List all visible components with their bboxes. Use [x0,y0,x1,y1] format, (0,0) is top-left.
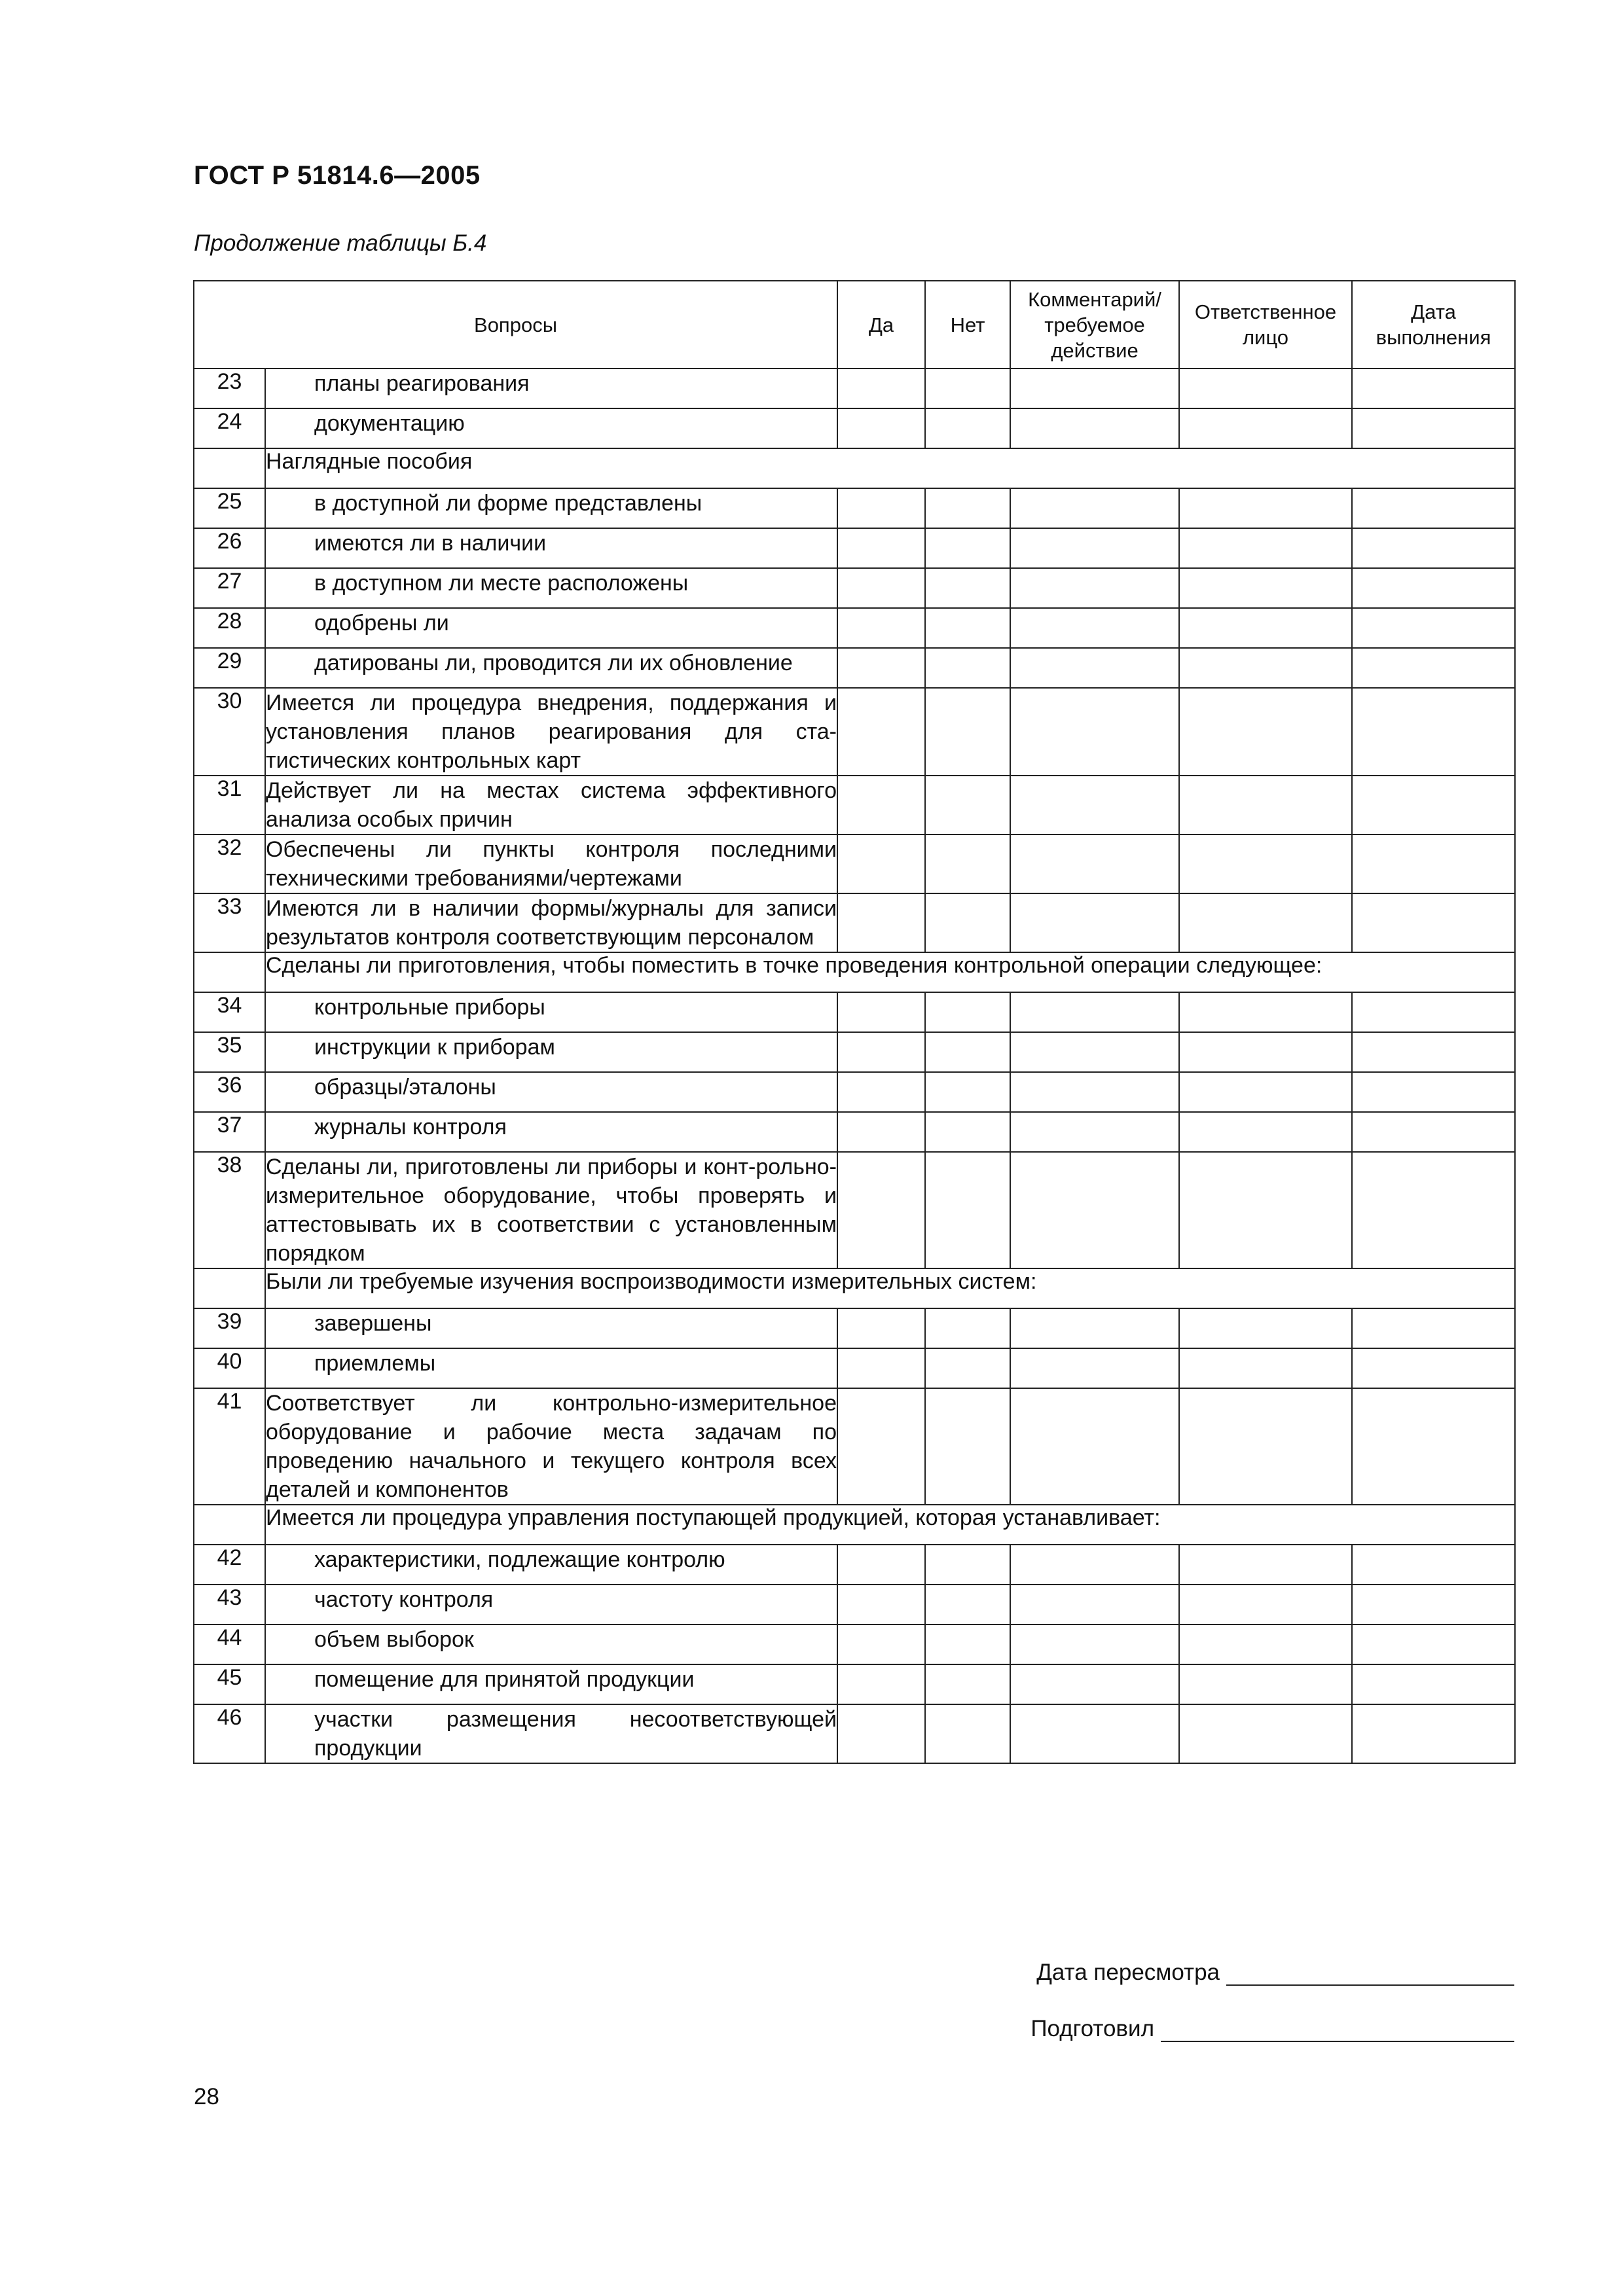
comment-cell[interactable] [1010,688,1179,776]
table-row [194,488,1515,528]
table-row [194,608,1515,648]
date-cell[interactable] [1352,1388,1515,1505]
date-cell[interactable] [1352,568,1515,608]
row-number: 35 [194,1032,265,1072]
row-number: 43 [194,1585,265,1624]
question-text: Обеспечены ли пункты контроля последними техническими требованиями/чертежами [265,834,837,893]
question-text: имеются ли в наличии [265,528,837,568]
comment-cell[interactable] [1010,368,1179,408]
yes-cell[interactable] [837,1388,925,1505]
table-row [194,776,1515,834]
date-cell[interactable] [1352,992,1515,1032]
comment-cell[interactable] [1010,1664,1179,1704]
comment-cell[interactable] [1010,776,1179,834]
row-number: 23 [194,368,265,408]
yes-cell[interactable] [837,408,925,448]
table-row [194,688,1515,776]
table-row [194,1032,1515,1072]
table-row [194,648,1515,688]
table-row [194,893,1515,952]
section-number-cell [194,1268,265,1308]
date-cell[interactable] [1352,1545,1515,1585]
review-date-signature [1036,1960,1514,1986]
question-text: помещение для принятой продукции [265,1664,837,1704]
table-body [194,368,1515,1763]
section-heading: Были ли требуемые изучения воспроизводимости измерительных систем: [265,1268,1515,1308]
yes-cell[interactable] [837,1308,925,1348]
comment-cell[interactable] [1010,1308,1179,1348]
table-row [194,1664,1515,1704]
date-cell[interactable] [1352,1308,1515,1348]
responsible-cell[interactable] [1179,776,1352,834]
yes-cell[interactable] [837,1585,925,1624]
question-text: Действует ли на местах система эффективного анализа особых причин [265,776,837,834]
comment-cell[interactable] [1010,1072,1179,1112]
section-number-cell [194,952,265,992]
table-row [194,1348,1515,1388]
comment-cell[interactable] [1010,1704,1179,1763]
row-number: 45 [194,1664,265,1704]
responsible-cell[interactable] [1179,893,1352,952]
responsible-cell[interactable] [1179,1664,1352,1704]
no-cell[interactable] [925,688,1010,776]
date-cell[interactable] [1352,1585,1515,1624]
responsible-cell[interactable] [1179,1112,1352,1152]
row-number: 27 [194,568,265,608]
question-text: документацию [265,408,837,448]
question-text: приемлемы [265,1348,837,1388]
responsible-cell[interactable] [1179,648,1352,688]
yes-cell[interactable] [837,528,925,568]
row-number: 42 [194,1545,265,1585]
responsible-cell[interactable] [1179,608,1352,648]
row-number: 28 [194,608,265,648]
header-date: Дата выполнения [1352,281,1515,368]
no-cell[interactable] [925,568,1010,608]
date-cell[interactable] [1352,1152,1515,1268]
question-text: характеристики, подлежащие контролю [265,1545,837,1585]
date-cell[interactable] [1352,648,1515,688]
no-cell[interactable] [925,1348,1010,1388]
row-number: 41 [194,1388,265,1505]
yes-cell[interactable] [837,1704,925,1763]
no-cell[interactable] [925,608,1010,648]
comment-cell[interactable] [1010,1624,1179,1664]
date-cell[interactable] [1352,1032,1515,1072]
date-cell[interactable] [1352,1664,1515,1704]
no-cell[interactable] [925,1072,1010,1112]
question-text: частоту контроля [265,1585,837,1624]
section-heading: Сделаны ли приготовления, чтобы поместить в точке проведения контрольной операции следующее: [265,952,1515,992]
row-number: 32 [194,834,265,893]
header-yes: Да [837,281,925,368]
question-text: Имеется ли процедура внедрения, поддержания и установления планов реагирования для ста-тистических контрольных карт [265,688,837,776]
question-text: одобрены ли [265,608,837,648]
header-questions: Вопросы [194,281,837,368]
comment-cell[interactable] [1010,488,1179,528]
row-number: 26 [194,528,265,568]
responsible-cell[interactable] [1179,1348,1352,1388]
question-text: Соответствует ли контрольно-измерительное оборудование и рабочие места задачам по проведению начального и текущего контроля всех деталей и компонентов [265,1388,837,1505]
table-row [194,1308,1515,1348]
table-row [194,528,1515,568]
responsible-cell[interactable] [1179,1704,1352,1763]
responsible-cell[interactable] [1179,408,1352,448]
comment-cell[interactable] [1010,608,1179,648]
question-text: объем выборок [265,1624,837,1664]
yes-cell[interactable] [837,1032,925,1072]
table-row [194,834,1515,893]
question-text: в доступном ли месте расположены [265,568,837,608]
yes-cell[interactable] [837,992,925,1032]
yes-cell[interactable] [837,1112,925,1152]
no-cell[interactable] [925,648,1010,688]
row-number: 38 [194,1152,265,1268]
header-comment: Комментарий/ требуемое действие [1010,281,1179,368]
comment-cell[interactable] [1010,1112,1179,1152]
comment-cell[interactable] [1010,528,1179,568]
responsible-cell[interactable] [1179,688,1352,776]
header-no: Нет [925,281,1010,368]
checklist-table [193,280,1516,1764]
yes-cell[interactable] [837,1152,925,1268]
comment-cell[interactable] [1010,408,1179,448]
section-heading: Имеется ли процедура управления поступающей продукцией, которая устанавливает: [265,1505,1515,1545]
question-text: Имеются ли в наличии формы/журналы для записи результатов контроля соответствующим персоналом [265,893,837,952]
yes-cell[interactable] [837,776,925,834]
date-cell[interactable] [1352,528,1515,568]
no-cell[interactable] [925,488,1010,528]
comment-cell[interactable] [1010,834,1179,893]
table-row [194,368,1515,408]
table-row [194,992,1515,1032]
no-cell[interactable] [925,1032,1010,1072]
no-cell[interactable] [925,1624,1010,1664]
yes-cell[interactable] [837,1545,925,1585]
table-row [194,1545,1515,1585]
document-title: ГОСТ Р 51814.6—2005 [194,161,481,190]
table-header-row [194,281,1515,368]
date-cell[interactable] [1352,408,1515,448]
section-number-cell [194,1505,265,1545]
yes-cell[interactable] [837,648,925,688]
responsible-cell[interactable] [1179,568,1352,608]
section-row [194,448,1515,488]
date-cell[interactable] [1352,776,1515,834]
comment-cell[interactable] [1010,1032,1179,1072]
responsible-cell[interactable] [1179,1545,1352,1585]
responsible-cell[interactable] [1179,1585,1352,1624]
responsible-cell[interactable] [1179,1072,1352,1112]
no-cell[interactable] [925,368,1010,408]
review-date-label: Дата пересмотра [1036,1960,1220,1985]
yes-cell[interactable] [837,1072,925,1112]
yes-cell[interactable] [837,368,925,408]
no-cell[interactable] [925,1152,1010,1268]
section-row [194,1268,1515,1308]
yes-cell[interactable] [837,1664,925,1704]
date-cell[interactable] [1352,608,1515,648]
row-number: 37 [194,1112,265,1152]
row-number: 31 [194,776,265,834]
question-text: контрольные приборы [265,992,837,1032]
table-caption: Продолжение таблицы Б.4 [194,230,487,256]
yes-cell[interactable] [837,1624,925,1664]
no-cell[interactable] [925,992,1010,1032]
table-row [194,1585,1515,1624]
yes-cell[interactable] [837,893,925,952]
date-cell[interactable] [1352,1624,1515,1664]
date-cell[interactable] [1352,1348,1515,1388]
no-cell[interactable] [925,408,1010,448]
no-cell[interactable] [925,776,1010,834]
comment-cell[interactable] [1010,648,1179,688]
table-row [194,1072,1515,1112]
table-row [194,1624,1515,1664]
responsible-cell[interactable] [1179,1308,1352,1348]
table-row [194,408,1515,448]
section-heading: Наглядные пособия [265,448,1515,488]
responsible-cell[interactable] [1179,528,1352,568]
row-number: 36 [194,1072,265,1112]
date-cell[interactable] [1352,688,1515,776]
responsible-cell[interactable] [1179,488,1352,528]
section-row [194,952,1515,992]
no-cell[interactable] [925,1704,1010,1763]
question-text: инструкции к приборам [265,1032,837,1072]
review-date-line[interactable] [1226,1962,1514,1986]
no-cell[interactable] [925,893,1010,952]
responsible-cell[interactable] [1179,1152,1352,1268]
row-number: 40 [194,1348,265,1388]
no-cell[interactable] [925,1545,1010,1585]
prepared-by-signature [1030,2016,1514,2042]
row-number: 30 [194,688,265,776]
row-number: 33 [194,893,265,952]
comment-cell[interactable] [1010,1585,1179,1624]
table-row [194,1704,1515,1763]
comment-cell[interactable] [1010,1152,1179,1268]
question-text: участки размещения несоответствующей продукции [265,1704,837,1763]
row-number: 24 [194,408,265,448]
table-row [194,1152,1515,1268]
no-cell[interactable] [925,1664,1010,1704]
yes-cell[interactable] [837,488,925,528]
responsible-cell[interactable] [1179,1032,1352,1072]
row-number: 39 [194,1308,265,1348]
question-text: журналы контроля [265,1112,837,1152]
question-text: Сделаны ли, приготовлены ли приборы и конт-рольно-измерительное оборудование, чтобы проверять и аттестовывать их в соответствии с установленным порядком [265,1152,837,1268]
question-text: образцы/эталоны [265,1072,837,1112]
prepared-by-label: Подготовил [1030,2016,1154,2041]
no-cell[interactable] [925,1112,1010,1152]
yes-cell[interactable] [837,568,925,608]
date-cell[interactable] [1352,893,1515,952]
no-cell[interactable] [925,1585,1010,1624]
comment-cell[interactable] [1010,1545,1179,1585]
comment-cell[interactable] [1010,1348,1179,1388]
question-text: завершены [265,1308,837,1348]
date-cell[interactable] [1352,1072,1515,1112]
no-cell[interactable] [925,1308,1010,1348]
page-number: 28 [194,2084,219,2109]
comment-cell[interactable] [1010,1388,1179,1505]
no-cell[interactable] [925,834,1010,893]
row-number: 34 [194,992,265,1032]
date-cell[interactable] [1352,1112,1515,1152]
date-cell[interactable] [1352,488,1515,528]
row-number: 25 [194,488,265,528]
section-number-cell [194,448,265,488]
no-cell[interactable] [925,1388,1010,1505]
table-row [194,1112,1515,1152]
comment-cell[interactable] [1010,893,1179,952]
table-row [194,568,1515,608]
question-text: датированы ли, проводится ли их обновление [265,648,837,688]
row-number: 29 [194,648,265,688]
responsible-cell[interactable] [1179,1624,1352,1664]
responsible-cell[interactable] [1179,992,1352,1032]
comment-cell[interactable] [1010,992,1179,1032]
yes-cell[interactable] [837,834,925,893]
table-row [194,1388,1515,1505]
date-cell[interactable] [1352,834,1515,893]
header-responsible: Ответственное лицо [1179,281,1352,368]
question-text: планы реагирования [265,368,837,408]
row-number: 44 [194,1624,265,1664]
row-number: 46 [194,1704,265,1763]
date-cell[interactable] [1352,368,1515,408]
question-text: в доступной ли форме представлены [265,488,837,528]
no-cell[interactable] [925,528,1010,568]
responsible-cell[interactable] [1179,834,1352,893]
yes-cell[interactable] [837,688,925,776]
yes-cell[interactable] [837,608,925,648]
yes-cell[interactable] [837,1348,925,1388]
date-cell[interactable] [1352,1704,1515,1763]
responsible-cell[interactable] [1179,1388,1352,1505]
comment-cell[interactable] [1010,568,1179,608]
section-row [194,1505,1515,1545]
prepared-by-line[interactable] [1161,2018,1514,2042]
responsible-cell[interactable] [1179,368,1352,408]
